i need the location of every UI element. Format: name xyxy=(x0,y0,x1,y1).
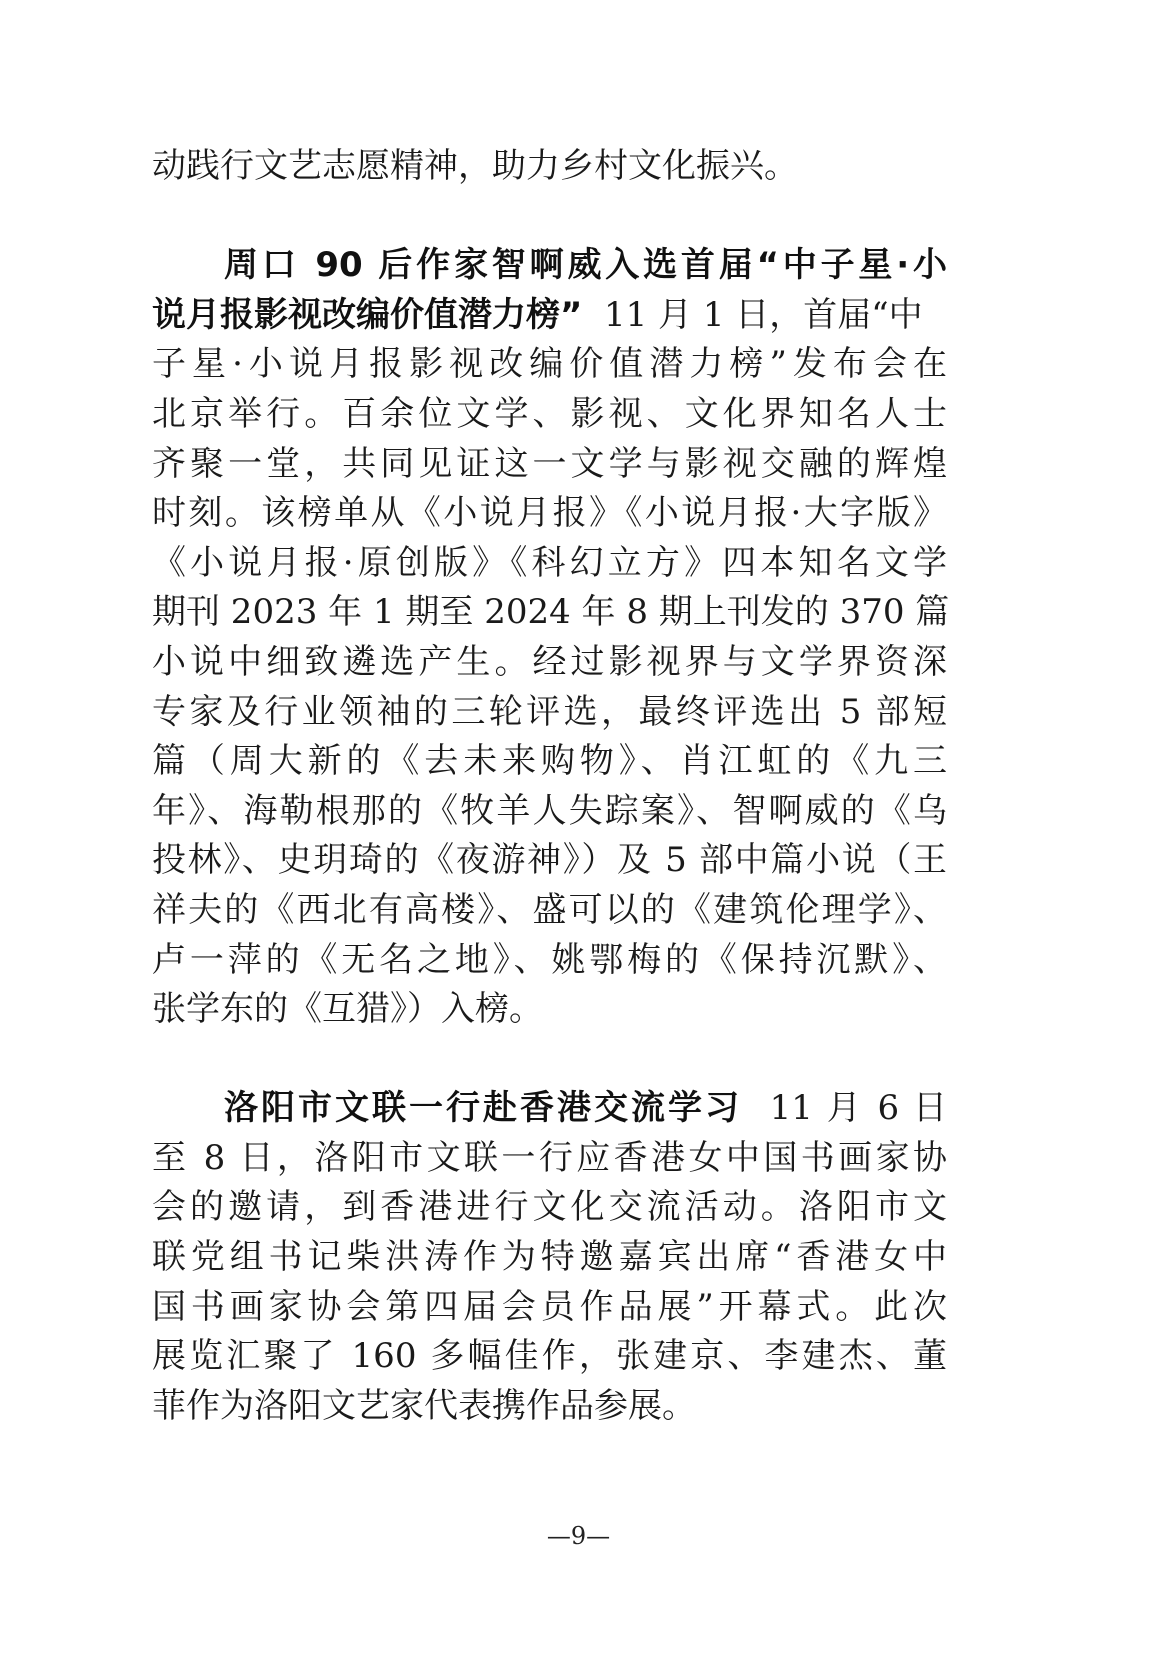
section-1-body-line: 小说中细致遴选产生。经过影视界与文学界资深 xyxy=(152,641,947,682)
section-1-body-line: 时刻。该榜单从《小说月报》《小说月报·大字版》 xyxy=(152,493,947,534)
section-1-body-line: 篇（周大新的《去未来购物》、肖江虹的《九三 xyxy=(152,741,947,782)
section-1-body-line: 北京举行。百余位文学、影视、文化界知名人士 xyxy=(152,393,947,434)
section-1-body-line: 卢一萍的《无名之地》、姚鄂梅的《保持沉默》、 xyxy=(152,939,947,980)
section-1-body-line: 专家及行业领袖的三轮评选，最终评选出 5 部短 xyxy=(152,691,947,732)
section-1-body-line: 年》、海勒根那的《牧羊人失踪案》、智啊威的《乌 xyxy=(152,790,947,831)
section-1-body-line: 《小说月报·原创版》《科幻立方》四本知名文学 xyxy=(152,542,947,583)
section-2-body-line: 联党组书记柴洪涛作为特邀嘉宾出席“香港女中 xyxy=(152,1237,947,1278)
section-2-body-line: 展览汇聚了 160 多幅佳作，张建京、李建杰、董 xyxy=(152,1336,947,1377)
section-1-body-line: 期刊 2023 年 1 期至 2024 年 8 期上刊发的 370 篇 xyxy=(152,592,950,633)
page-number: —9— xyxy=(546,1522,611,1550)
section-2-body-start: 11 月 6 日 xyxy=(742,1088,947,1129)
section-2-body-line: 至 8 日，洛阳市文联一行应香港女中国书画家协 xyxy=(152,1137,947,1178)
section-2-body-line: 会的邀请，到香港进行文化交流活动。洛阳市文 xyxy=(152,1187,947,1228)
section-1-heading-line-2 xyxy=(152,291,947,341)
section-1-heading-tail: 说月报影视改编价值潜力榜” xyxy=(152,294,583,335)
section-1-heading-line-1: 周口 90 后作家智啊威入选首届“中子星·小 xyxy=(224,245,947,286)
section-2-body-line: 菲作为洛阳文艺家代表携作品参展。 xyxy=(152,1385,696,1426)
document-page xyxy=(152,142,950,1431)
section-1-body-line: 子星·小说月报影视改编价值潜力榜”发布会在 xyxy=(152,344,947,385)
section-1-body-line: 齐聚一堂，共同见证这一文学与影视交融的辉煌 xyxy=(152,443,947,484)
carryover-paragraph-line: 动践行文艺志愿精神，助力乡村文化振兴。 xyxy=(152,146,798,186)
paragraph-gap xyxy=(152,192,947,242)
paragraph-gap xyxy=(152,1035,947,1085)
section-1-body-line: 张学东的《互猎》）入榜。 xyxy=(152,989,543,1030)
section-1-body-line: 祥夫的《西北有高楼》、盛可以的《建筑伦理学》、 xyxy=(152,889,947,930)
section-2-body-line: 国书画家协会第四届会员作品展”开幕式。此次 xyxy=(152,1286,947,1327)
section-2-heading: 洛阳市文联一行赴香港交流学习 xyxy=(224,1088,743,1129)
section-2-heading-line xyxy=(152,1084,947,1134)
section-1-body-line: 投林》、史玥琦的《夜游神》）及 5 部中篇小说（王 xyxy=(152,840,947,881)
section-1-body-start: 11 月 1 日，首届“中 xyxy=(582,294,923,335)
